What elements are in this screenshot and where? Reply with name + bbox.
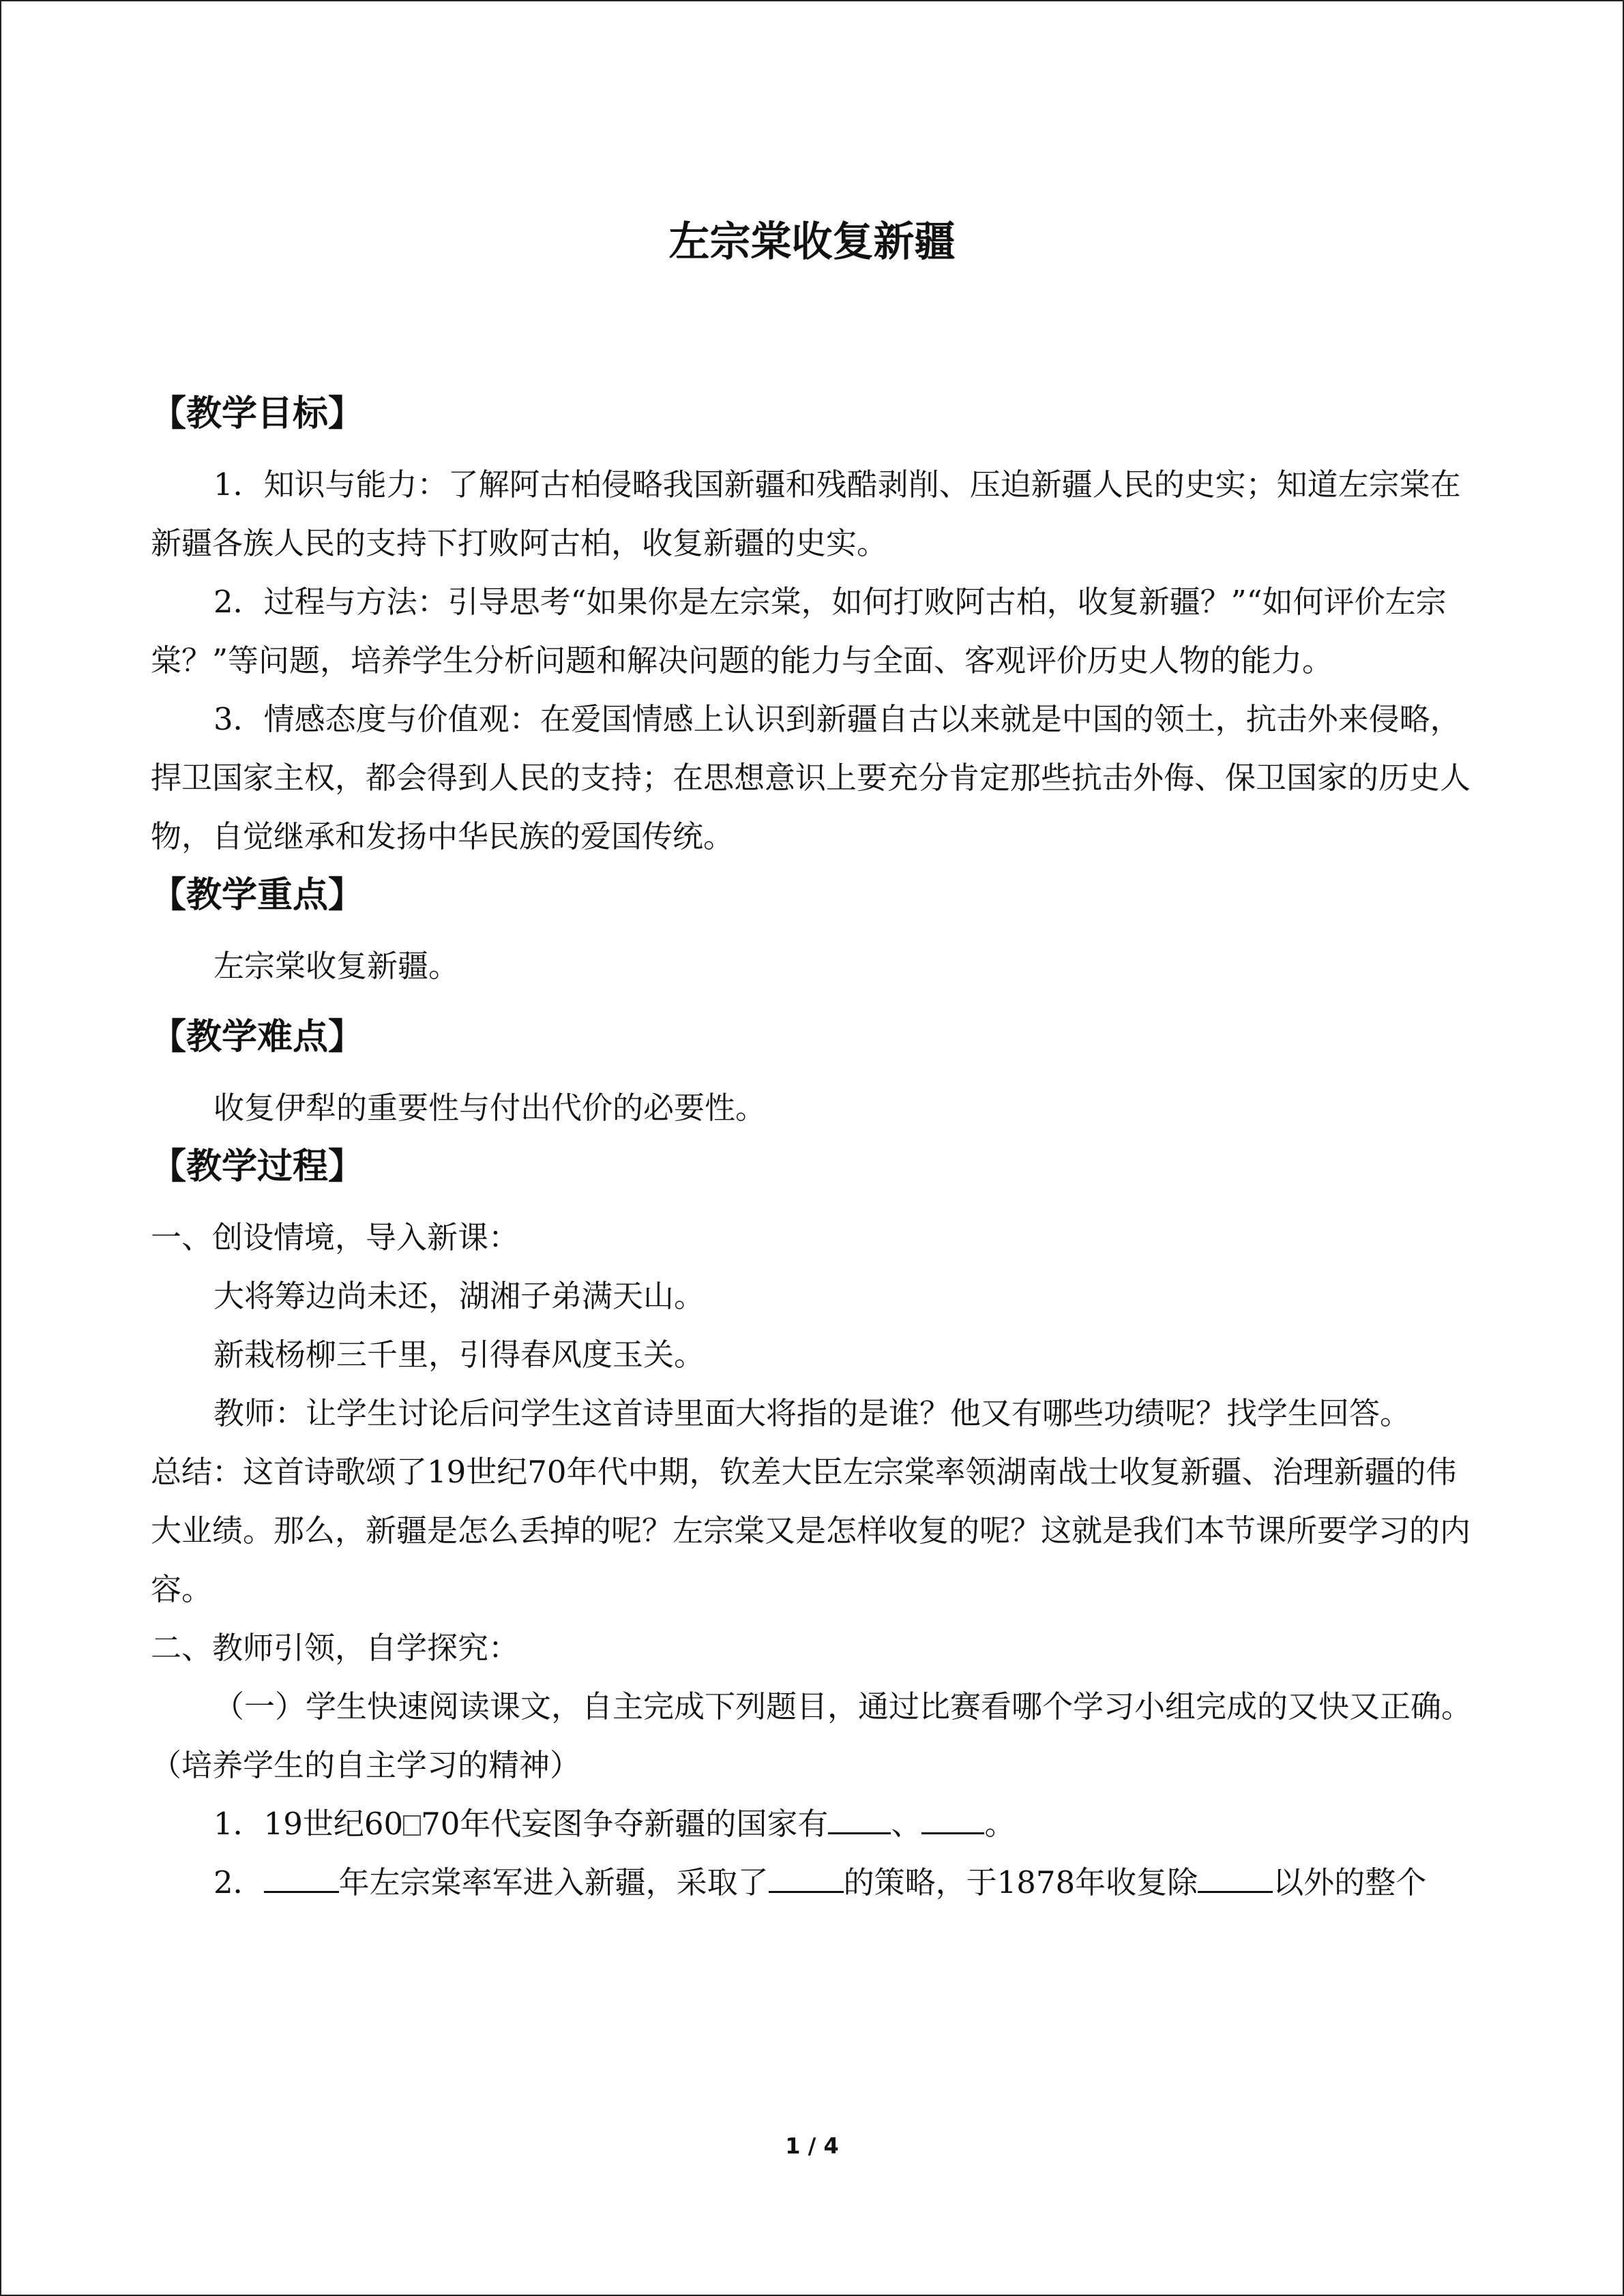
q2-part1: 年左宗棠率军进入新疆，采取了 [338,1864,769,1900]
q1-middle: 70年代妄图争夺新疆的国家有 [421,1806,829,1842]
q1-blank-2 [921,1805,984,1834]
task-text: （一）学生快速阅读课文，自主完成下列题目，通过比赛看哪个学习小组完成的又快又正确。（培养学生的自主学习的精神） [151,1688,1473,1783]
q1-blank-1 [828,1805,891,1834]
document-title: 左宗棠收复新疆 [668,218,956,266]
q2-blank-1 [264,1864,339,1893]
q2-blank-2 [769,1864,844,1893]
objective-1: 1．知识与能力：了解阿古柏侵略我国新疆和残酷剥削、压迫新疆人民的史实；知道左宗棠在新疆各族人民的支持下打败阿古柏，收复新疆的史实。 [151,466,1461,561]
q2-blank-3 [1198,1864,1273,1893]
heading-key-point: 【教学重点】 [151,875,364,916]
process-part1-title: 一、创设情境，导入新课： [151,1219,520,1255]
q1-suffix: 。 [984,1806,1016,1842]
question-2 [151,1853,1477,1912]
process-part2-title: 二、教师引领，自学探究： [151,1630,520,1666]
objective-3: 3．情感态度与价值观：在爱国情感上认识到新疆自古以来就是中国的领土，抗击外来侵略，捍卫国家主权，都会得到人民的支持；在思想意识上要充分肯定那些抗击外侮、保卫国家的历史人物，自觉继承和发扬中华民族的爱国传统。 [151,701,1471,854]
teacher-text: 教师：让学生讨论后问学生这首诗里面大将指的是谁？他又有哪些功绩呢？找学生回答。 [213,1395,1411,1431]
document-body [151,385,1477,1912]
missing-glyph-box [403,1815,421,1836]
q1-sep: 、 [891,1806,922,1842]
objective-2: 2．过程与方法：引导思考“如果你是左宗棠，如何打败阿古柏，收复新疆？”“如何评价左宗棠？”等问题，培养学生分析问题和解决问题的能力与全面、客观评价历史人物的能力。 [151,584,1447,679]
heading-process: 【教学过程】 [151,1146,364,1187]
difficulty-text: 收复伊犁的重要性与付出代价的必要性。 [213,1090,767,1126]
q2-part2: 的策略，于1878年收复除 [843,1864,1198,1900]
poem-line-1: 大将筹边尚未还，湖湘子弟满天山。 [213,1278,705,1314]
key-point-text: 左宗棠收复新疆。 [213,948,460,984]
q1-prefix: 1．19世纪60 [213,1806,404,1842]
summary-text: 总结：这首诗歌颂了19世纪70年代中期，钦差大臣左宗棠率领湖南战士收复新疆、治理新疆的伟大业绩。那么，新疆是怎么丢掉的呢？左宗棠又是怎样收复的呢？这就是我们本节课所要学习的内容。 [151,1454,1471,1607]
question-1 [151,1795,1477,1853]
q2-prefix: 2． [213,1864,264,1900]
page-number: 1 / 4 [785,2133,839,2159]
q2-part3: 以外的整个 [1273,1864,1427,1900]
heading-objectives: 【教学目标】 [151,393,364,434]
poem-line-2: 新栽杨柳三千里，引得春风度玉关。 [213,1337,705,1373]
heading-difficulty: 【教学难点】 [151,1017,364,1058]
